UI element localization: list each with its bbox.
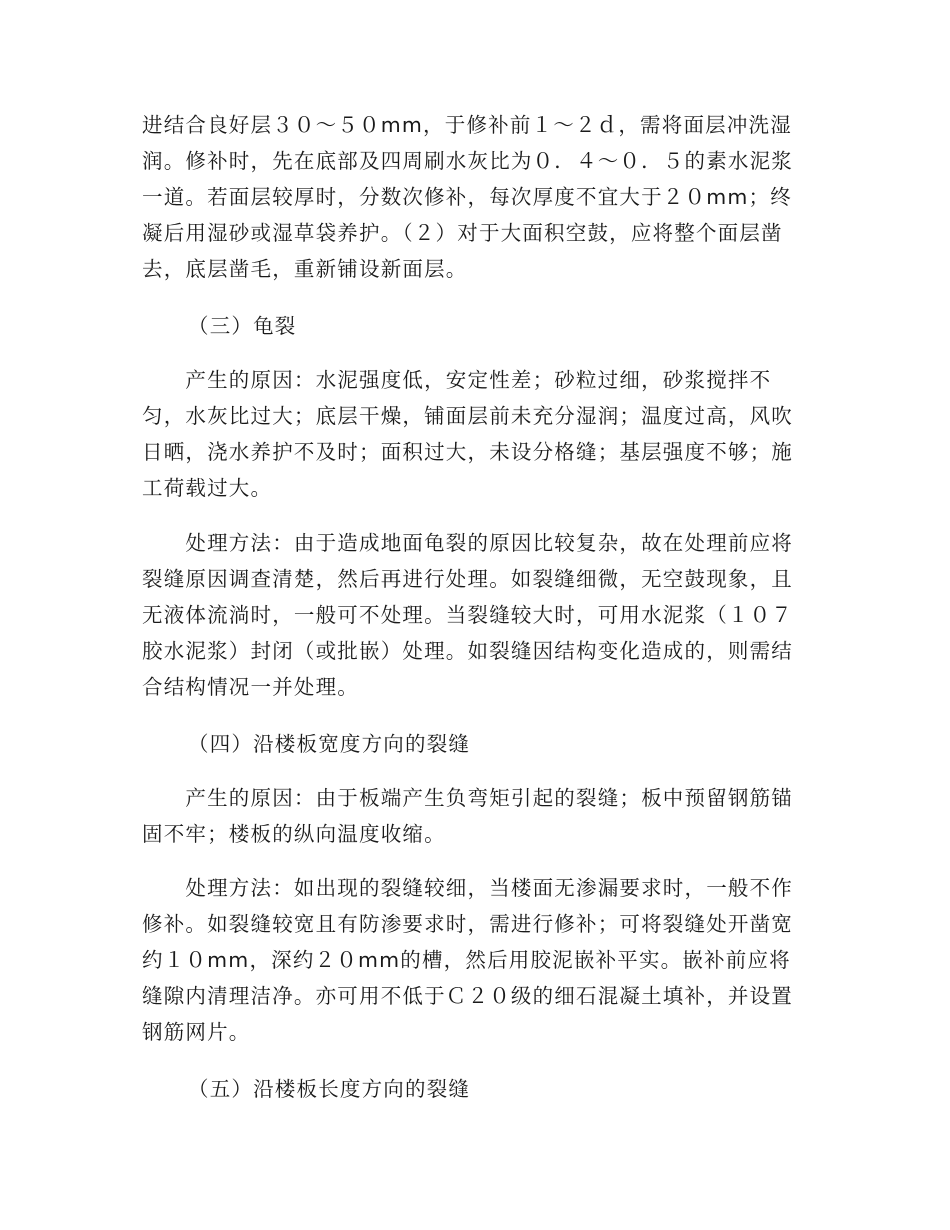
section-heading-width-cracks: （四）沿楼板宽度方向的裂缝 — [188, 732, 471, 756]
text-line: 工荷载过大。 — [142, 476, 273, 500]
text-line: 处理方法：如出现的裂缝较细，当楼面无渗漏要求时，一般不作 — [142, 876, 793, 900]
text-line: 胶水泥浆）封闭（或批嵌）处理。如裂缝因结构变化造成的，则需结 — [142, 639, 793, 663]
text-line: 缝隙内清理洁净。亦可用不低于Ｃ２０级的细石混凝土填补，并设置 — [142, 984, 793, 1008]
text-line: 固不牢；楼板的纵向温度收缩。 — [142, 822, 446, 846]
text-line: 裂缝原因调查清楚，然后再进行处理。如裂缝细微，无空鼓现象，且 — [142, 567, 793, 591]
text-line: 修补。如裂缝较宽且有防渗要求时，需进行修补；可将裂缝处开凿宽 — [142, 912, 793, 936]
text-line: 去，底层凿毛，重新铺设新面层。 — [142, 257, 468, 281]
text-line: 一道。若面层较厚时，分数次修补，每次厚度不宜大于２０mm；终 — [142, 185, 792, 209]
text-line: 钢筋网片。 — [142, 1020, 251, 1044]
text-line: 日晒，浇水养护不及时；面积过大，未设分格缝；基层强度不够；施 — [142, 440, 793, 464]
paragraph-width-cracks-treatment — [142, 870, 794, 1050]
text-line: 处理方法：由于造成地面龟裂的原因比较复杂，故在处理前应将 — [142, 531, 793, 555]
text-line: 无液体流淌时，一般可不处理。当裂缝较大时，可用水泥浆（１０７ — [142, 603, 793, 627]
paragraph-width-cracks-causes — [142, 780, 794, 852]
text-line: 匀，水灰比过大；底层干燥，铺面层前未充分湿润；温度过高，风吹 — [142, 404, 793, 428]
text-line: 产生的原因：水泥强度低，安定性差；砂粒过细，砂浆搅拌不 — [142, 368, 772, 392]
section-heading-crazing: （三）龟裂 — [188, 314, 297, 338]
text-line: 进结合良好层３０～５０mm，于修补前１～２ｄ，需将面层冲洗湿 — [142, 113, 792, 137]
text-line: 约１０mm，深约２０mm的槽，然后用胶泥嵌补平实。嵌补前应将 — [142, 948, 791, 972]
text-line: 合结构情况一并处理。 — [142, 675, 359, 699]
text-line: 凝后用湿砂或湿草袋养护。（２）对于大面积空鼓，应将整个面层凿 — [142, 221, 783, 245]
text-line: 润。修补时，先在底部及四周刷水灰比为０．４～０．５的素水泥浆 — [142, 149, 793, 173]
paragraph-crazing-treatment — [142, 525, 794, 705]
paragraph-repair-method-continued — [142, 107, 794, 287]
section-heading-length-cracks: （五）沿楼板长度方向的裂缝 — [188, 1077, 471, 1101]
paragraph-crazing-causes — [142, 362, 794, 506]
text-line: 产生的原因：由于板端产生负弯矩引起的裂缝；板中预留钢筋锚 — [142, 786, 793, 810]
